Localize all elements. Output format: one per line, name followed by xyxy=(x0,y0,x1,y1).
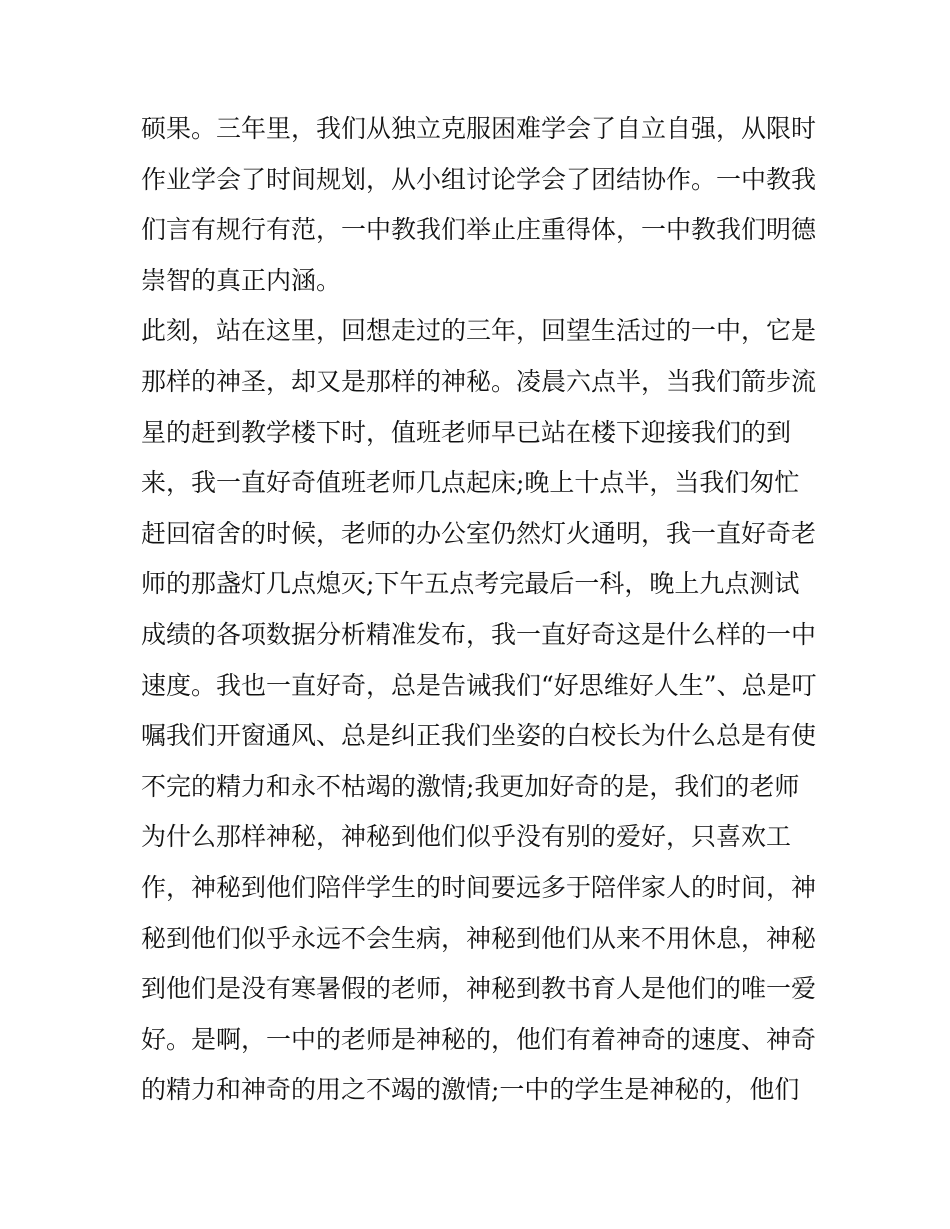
text-line: 为什么那样神秘，神秘到他们似乎没有别的爱好，只喜欢工 xyxy=(141,822,792,852)
text-line: 作，神秘到他们陪伴学生的时间要远多于陪伴家人的时间，神 xyxy=(141,872,817,902)
text-line: 速度。我也一直好奇，总是告诫我们“好思维好人生”、总是叮 xyxy=(141,670,817,700)
text-line: 来，我一直好奇值班老师几点起床;晚上十点半，当我们匆忙 xyxy=(141,468,800,498)
body-text xyxy=(141,104,821,1116)
text-line: 们言有规行有范，一中教我们举止庄重得体，一中教我们明德 xyxy=(141,215,817,245)
text-line: 的精力和神奇的用之不竭的激情;一中的学生是神秘的，他们 xyxy=(141,1075,800,1105)
text-line: 硕果。三年里，我们从独立克服困难学会了自立自强，从限时 xyxy=(141,114,817,143)
text-line: 秘到他们似乎永远不会生病，神秘到他们从来不用休息，神秘 xyxy=(141,923,817,953)
text-line: 成绩的各项数据分析精准发布，我一直好奇这是什么样的一中 xyxy=(141,619,817,649)
text-line: 星的赶到教学楼下时，值班老师早已站在楼下迎接我们的到 xyxy=(141,417,792,447)
text-line: 那样的神圣，却又是那样的神秘。凌晨六点半，当我们箭步流 xyxy=(141,366,817,396)
text-line: 到他们是没有寒暑假的老师，神秘到教书育人是他们的唯一爱 xyxy=(141,974,817,1004)
text-line: 崇智的真正内涵。 xyxy=(141,265,342,295)
text-line: 此刻，站在这里，回想走过的三年，回望生活过的一中，它是 xyxy=(141,316,817,346)
text-line: 师的那盏灯几点熄灭;下午五点考完最后一科，晚上九点测试 xyxy=(141,569,800,599)
text-line: 作业学会了时间规划，从小组讨论学会了团结协作。一中教我 xyxy=(141,164,817,194)
text-line: 嘱我们开窗通风、总是纠正我们坐姿的白校长为什么总是有使 xyxy=(141,721,817,751)
text-line: 好。是啊，一中的老师是神秘的，他们有着神奇的速度、神奇 xyxy=(141,1024,817,1054)
text-line: 赶回宿舍的时候，老师的办公室仍然灯火通明，我一直好奇老 xyxy=(141,518,817,548)
text-line: 不完的精力和永不枯竭的激情;我更加好奇的是，我们的老师 xyxy=(141,771,800,801)
